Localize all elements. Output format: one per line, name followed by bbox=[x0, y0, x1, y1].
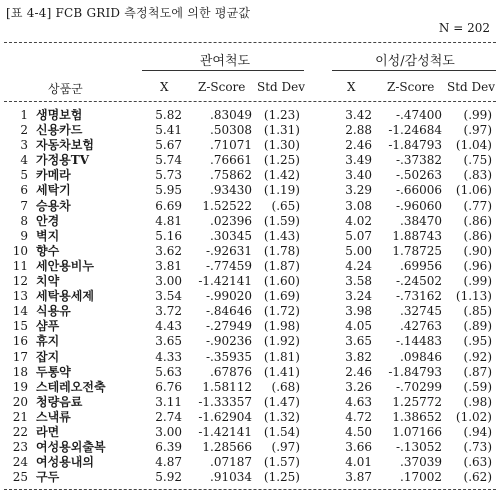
table-row bbox=[0, 214, 500, 229]
product-name: 자동차보험 bbox=[36, 138, 94, 153]
header-rule bbox=[4, 101, 496, 102]
involvement-z-score: -.77459 bbox=[205, 258, 252, 273]
row-number: 9 bbox=[20, 228, 28, 243]
rational-z-score: .69956 bbox=[400, 258, 442, 273]
rational-z-score: -.37382 bbox=[395, 153, 442, 168]
involvement-x: 3.00 bbox=[155, 274, 182, 289]
product-name: 세안용비누 bbox=[36, 258, 94, 273]
rational-std-dev: (.96) bbox=[463, 258, 492, 273]
rational-std-dev: (.97) bbox=[463, 123, 492, 138]
group-underline-involvement bbox=[142, 70, 304, 71]
row-number: 25 bbox=[12, 470, 28, 485]
product-name: 여성용내의 bbox=[36, 455, 94, 470]
row-number: 3 bbox=[20, 138, 28, 153]
involvement-std-dev: (1.41) bbox=[263, 364, 300, 379]
involvement-std-dev: (1.92) bbox=[263, 334, 300, 349]
row-number: 6 bbox=[20, 183, 28, 198]
table-caption: [표 4-4] FCB GRID 측정척도에 의한 평균값 bbox=[6, 6, 251, 20]
involvement-z-score: -.27949 bbox=[205, 319, 252, 334]
involvement-x: 5.73 bbox=[155, 168, 182, 183]
rational-x: 4.72 bbox=[345, 409, 372, 424]
table-row bbox=[0, 244, 500, 259]
table-row bbox=[0, 455, 500, 470]
involvement-z-score: .02396 bbox=[210, 213, 252, 228]
data-table-body bbox=[0, 108, 500, 485]
involvement-std-dev: (.97) bbox=[271, 440, 300, 455]
involvement-std-dev: (1.60) bbox=[263, 274, 300, 289]
row-number: 20 bbox=[12, 394, 28, 409]
rational-std-dev: (.85) bbox=[463, 304, 492, 319]
rational-x: 4.05 bbox=[345, 319, 372, 334]
table-row bbox=[0, 395, 500, 410]
involvement-std-dev: (1.23) bbox=[263, 108, 300, 122]
involvement-std-dev: (1.25) bbox=[263, 470, 300, 485]
involvement-x: 5.67 bbox=[155, 138, 182, 153]
rational-std-dev: (.86) bbox=[463, 213, 492, 228]
involvement-z-score: .07187 bbox=[210, 455, 252, 470]
rational-std-dev: (.98) bbox=[463, 394, 492, 409]
involvement-std-dev: (1.30) bbox=[263, 138, 300, 153]
involvement-x: 2.74 bbox=[155, 409, 182, 424]
rational-z-score: -.47400 bbox=[395, 108, 442, 122]
table-row bbox=[0, 259, 500, 274]
row-number: 2 bbox=[20, 123, 28, 138]
rational-std-dev: (.94) bbox=[463, 424, 492, 439]
group-header-rational: 이성/감성척도 bbox=[375, 54, 455, 69]
table-row bbox=[0, 350, 500, 365]
rational-std-dev: (.63) bbox=[463, 455, 492, 470]
table-row bbox=[0, 108, 500, 123]
involvement-std-dev: (1.19) bbox=[263, 183, 300, 198]
group-header-involvement: 관여척도 bbox=[199, 54, 251, 69]
table-row bbox=[0, 410, 500, 425]
product-name: 청량음료 bbox=[36, 394, 83, 409]
rational-std-dev: (1.06) bbox=[455, 183, 492, 198]
rational-std-dev: (.83) bbox=[463, 168, 492, 183]
rational-x: 3.98 bbox=[345, 304, 372, 319]
product-name: 샴푸 bbox=[36, 319, 60, 334]
product-name: 세탁기 bbox=[36, 183, 71, 198]
rational-z-score: -.70299 bbox=[395, 379, 442, 394]
rational-z-score: -1.24684 bbox=[388, 123, 442, 138]
involvement-z-score: .93430 bbox=[210, 183, 252, 198]
rational-x: 4.24 bbox=[345, 258, 372, 273]
rational-x: 2.46 bbox=[345, 364, 372, 379]
involvement-std-dev: (1.43) bbox=[263, 228, 300, 243]
rational-z-score: -1.84793 bbox=[388, 364, 442, 379]
involvement-x: 3.11 bbox=[155, 394, 182, 409]
table-row bbox=[0, 289, 500, 304]
involvement-z-score: .75862 bbox=[210, 168, 252, 183]
product-name: 벽지 bbox=[36, 228, 60, 243]
involvement-std-dev: (1.69) bbox=[263, 289, 300, 304]
table-row bbox=[0, 304, 500, 319]
involvement-x: 4.43 bbox=[155, 319, 182, 334]
product-name: 안경 bbox=[36, 213, 60, 228]
rational-z-score: -.66006 bbox=[395, 183, 442, 198]
rational-std-dev: (.77) bbox=[463, 198, 492, 213]
column-header-x-involvement: X bbox=[160, 80, 169, 94]
product-name: 두통약 bbox=[36, 364, 71, 379]
rational-std-dev: (.75) bbox=[463, 153, 492, 168]
rational-x: 3.26 bbox=[345, 379, 372, 394]
rational-std-dev: (1.04) bbox=[455, 138, 492, 153]
rational-std-dev: (.89) bbox=[463, 319, 492, 334]
involvement-std-dev: (1.78) bbox=[263, 243, 300, 258]
rational-std-dev: (1.13) bbox=[455, 289, 492, 304]
table-row bbox=[0, 470, 500, 485]
involvement-z-score: -.35935 bbox=[205, 349, 252, 364]
table-row bbox=[0, 440, 500, 455]
rational-z-score: -.13052 bbox=[395, 440, 442, 455]
involvement-x: 3.72 bbox=[155, 304, 182, 319]
involvement-std-dev: (.68) bbox=[271, 379, 300, 394]
row-number: 12 bbox=[12, 274, 28, 289]
table-row bbox=[0, 168, 500, 183]
involvement-std-dev: (1.31) bbox=[263, 123, 300, 138]
table-row bbox=[0, 153, 500, 168]
rational-x: 3.49 bbox=[345, 153, 372, 168]
table-row bbox=[0, 123, 500, 138]
rational-x: 4.63 bbox=[345, 394, 372, 409]
group-underline-rational bbox=[332, 70, 496, 71]
table-row bbox=[0, 229, 500, 244]
product-name: 여성용외출복 bbox=[36, 440, 106, 455]
involvement-z-score: 1.28566 bbox=[202, 440, 252, 455]
rational-std-dev: (.99) bbox=[463, 274, 492, 289]
row-number: 11 bbox=[12, 258, 28, 273]
row-number: 17 bbox=[12, 349, 28, 364]
involvement-z-score: .83049 bbox=[210, 108, 252, 122]
rational-x: 5.00 bbox=[345, 243, 372, 258]
involvement-x: 5.16 bbox=[155, 228, 182, 243]
involvement-z-score: .50308 bbox=[210, 123, 252, 138]
row-number: 15 bbox=[12, 319, 28, 334]
column-header-sd-involvement: Std Dev bbox=[257, 80, 306, 94]
product-name: 세탁용세제 bbox=[36, 289, 94, 304]
row-number: 10 bbox=[12, 243, 28, 258]
rational-z-score: .42763 bbox=[400, 319, 442, 334]
involvement-z-score: -1.33357 bbox=[198, 394, 252, 409]
rational-x: 3.58 bbox=[345, 274, 372, 289]
product-name: 잡지 bbox=[36, 349, 60, 364]
involvement-x: 3.65 bbox=[155, 334, 182, 349]
product-name: 휴지 bbox=[36, 334, 60, 349]
rational-std-dev: (.86) bbox=[463, 228, 492, 243]
involvement-x: 4.87 bbox=[155, 455, 182, 470]
product-name: 스테레오전축 bbox=[36, 379, 106, 394]
involvement-x: 5.95 bbox=[155, 183, 182, 198]
involvement-x: 6.76 bbox=[155, 379, 182, 394]
table-row bbox=[0, 334, 500, 349]
rational-std-dev: (.87) bbox=[463, 364, 492, 379]
involvement-x: 5.63 bbox=[155, 364, 182, 379]
row-number: 18 bbox=[12, 364, 28, 379]
table-row bbox=[0, 380, 500, 395]
rational-z-score: .32745 bbox=[400, 304, 442, 319]
rational-z-score: .38470 bbox=[400, 213, 442, 228]
involvement-std-dev: (1.81) bbox=[263, 349, 300, 364]
rational-x: 3.40 bbox=[345, 168, 372, 183]
rational-std-dev: (.99) bbox=[463, 108, 492, 122]
rational-z-score: 1.25772 bbox=[392, 394, 442, 409]
product-name: 라면 bbox=[36, 424, 60, 439]
product-name: 가정용TV bbox=[36, 153, 90, 168]
involvement-z-score: -.90236 bbox=[205, 334, 252, 349]
rational-z-score: -.96060 bbox=[395, 198, 442, 213]
rational-z-score: -.14483 bbox=[395, 334, 442, 349]
table-row bbox=[0, 274, 500, 289]
rational-x: 4.02 bbox=[345, 213, 372, 228]
involvement-std-dev: (1.57) bbox=[263, 455, 300, 470]
rational-z-score: .09846 bbox=[400, 349, 442, 364]
rational-x: 3.82 bbox=[345, 349, 372, 364]
rational-std-dev: (.59) bbox=[463, 379, 492, 394]
rational-x: 2.46 bbox=[345, 138, 372, 153]
rational-x: 3.24 bbox=[345, 289, 372, 304]
rational-z-score: 1.38652 bbox=[392, 409, 442, 424]
rational-x: 3.87 bbox=[345, 470, 372, 485]
product-name: 카메라 bbox=[36, 168, 71, 183]
rational-z-score: -1.84793 bbox=[388, 138, 442, 153]
product-name: 치약 bbox=[36, 274, 60, 289]
row-number: 4 bbox=[20, 153, 28, 168]
involvement-z-score: 1.52522 bbox=[202, 198, 252, 213]
rational-std-dev: (.73) bbox=[463, 440, 492, 455]
row-number: 24 bbox=[12, 455, 28, 470]
involvement-z-score: -.99020 bbox=[205, 289, 252, 304]
rational-z-score: 1.88743 bbox=[392, 228, 442, 243]
involvement-std-dev: (1.54) bbox=[263, 424, 300, 439]
row-number: 7 bbox=[20, 198, 28, 213]
row-number: 1 bbox=[20, 108, 28, 122]
rational-x: 3.08 bbox=[345, 198, 372, 213]
row-number: 22 bbox=[12, 424, 28, 439]
involvement-z-score: .71071 bbox=[210, 138, 252, 153]
involvement-z-score: .91034 bbox=[210, 470, 252, 485]
product-name: 신용카드 bbox=[36, 123, 83, 138]
row-number: 8 bbox=[20, 213, 28, 228]
rational-std-dev: (1.02) bbox=[455, 409, 492, 424]
rational-x: 3.42 bbox=[345, 108, 372, 122]
row-number: 19 bbox=[12, 379, 28, 394]
involvement-std-dev: (1.42) bbox=[263, 168, 300, 183]
sample-size-label: N = 202 bbox=[438, 21, 490, 35]
involvement-x: 3.81 bbox=[155, 258, 182, 273]
rational-x: 4.01 bbox=[345, 455, 372, 470]
table-row bbox=[0, 365, 500, 380]
rational-std-dev: (.95) bbox=[463, 334, 492, 349]
row-number: 5 bbox=[20, 168, 28, 183]
row-number: 16 bbox=[12, 334, 28, 349]
involvement-z-score: .76661 bbox=[210, 153, 252, 168]
rational-x: 3.29 bbox=[345, 183, 372, 198]
rational-std-dev: (.90) bbox=[463, 243, 492, 258]
involvement-x: 4.81 bbox=[155, 213, 182, 228]
involvement-z-score: -1.42141 bbox=[198, 274, 252, 289]
involvement-x: 5.74 bbox=[155, 153, 182, 168]
rational-z-score: .37039 bbox=[400, 455, 442, 470]
product-name: 향수 bbox=[36, 243, 60, 258]
rational-z-score: 1.78725 bbox=[392, 243, 442, 258]
rational-x: 3.65 bbox=[345, 334, 372, 349]
involvement-x: 5.92 bbox=[155, 470, 182, 485]
involvement-x: 3.54 bbox=[155, 289, 182, 304]
column-header-product: 상품군 bbox=[48, 82, 83, 96]
table-row bbox=[0, 199, 500, 214]
involvement-x: 6.39 bbox=[155, 440, 182, 455]
product-name: 식용유 bbox=[36, 304, 71, 319]
rational-std-dev: (.62) bbox=[463, 470, 492, 485]
rational-std-dev: (.92) bbox=[463, 349, 492, 364]
rational-x: 5.07 bbox=[345, 228, 372, 243]
rational-z-score: .17002 bbox=[400, 470, 442, 485]
product-name: 스낵류 bbox=[36, 409, 71, 424]
involvement-x: 5.41 bbox=[155, 123, 182, 138]
column-header-z-involvement: Z-Score bbox=[198, 80, 246, 94]
involvement-z-score: .67876 bbox=[210, 364, 252, 379]
involvement-z-score: -.84646 bbox=[205, 304, 252, 319]
rational-x: 2.88 bbox=[345, 123, 372, 138]
table-row bbox=[0, 183, 500, 198]
row-number: 23 bbox=[12, 440, 28, 455]
rational-z-score: -.73162 bbox=[395, 289, 442, 304]
involvement-z-score: -1.62904 bbox=[198, 409, 252, 424]
product-name: 생명보험 bbox=[36, 108, 83, 122]
involvement-z-score: -.92631 bbox=[205, 243, 252, 258]
rational-x: 3.66 bbox=[345, 440, 372, 455]
involvement-std-dev: (1.47) bbox=[263, 394, 300, 409]
rational-z-score: 1.07166 bbox=[392, 424, 442, 439]
involvement-std-dev: (1.59) bbox=[263, 213, 300, 228]
involvement-z-score: 1.58112 bbox=[202, 379, 252, 394]
bottom-rule bbox=[4, 489, 496, 490]
involvement-z-score: -1.42141 bbox=[198, 424, 252, 439]
row-number: 21 bbox=[12, 409, 28, 424]
row-number: 14 bbox=[12, 304, 28, 319]
involvement-std-dev: (1.32) bbox=[263, 409, 300, 424]
rational-x: 4.50 bbox=[345, 424, 372, 439]
involvement-x: 3.62 bbox=[155, 243, 182, 258]
involvement-x: 5.82 bbox=[155, 108, 182, 122]
involvement-std-dev: (1.25) bbox=[263, 153, 300, 168]
involvement-x: 3.00 bbox=[155, 424, 182, 439]
row-number: 13 bbox=[12, 289, 28, 304]
involvement-std-dev: (1.87) bbox=[263, 258, 300, 273]
involvement-x: 4.33 bbox=[155, 349, 182, 364]
involvement-std-dev: (1.98) bbox=[263, 319, 300, 334]
table-row bbox=[0, 138, 500, 153]
involvement-std-dev: (1.72) bbox=[263, 304, 300, 319]
product-name: 승용차 bbox=[36, 198, 71, 213]
top-rule bbox=[4, 42, 496, 43]
column-header-z-rational: Z-Score bbox=[387, 80, 435, 94]
rational-z-score: -.50263 bbox=[395, 168, 442, 183]
table-row bbox=[0, 425, 500, 440]
involvement-std-dev: (.65) bbox=[271, 198, 300, 213]
involvement-x: 6.69 bbox=[155, 198, 182, 213]
table-row bbox=[0, 319, 500, 334]
column-header-sd-rational: Std Dev bbox=[447, 80, 496, 94]
involvement-z-score: .30345 bbox=[210, 228, 252, 243]
product-name: 구두 bbox=[36, 470, 60, 485]
column-header-x-rational: X bbox=[347, 80, 356, 94]
rational-z-score: -.24502 bbox=[395, 274, 442, 289]
